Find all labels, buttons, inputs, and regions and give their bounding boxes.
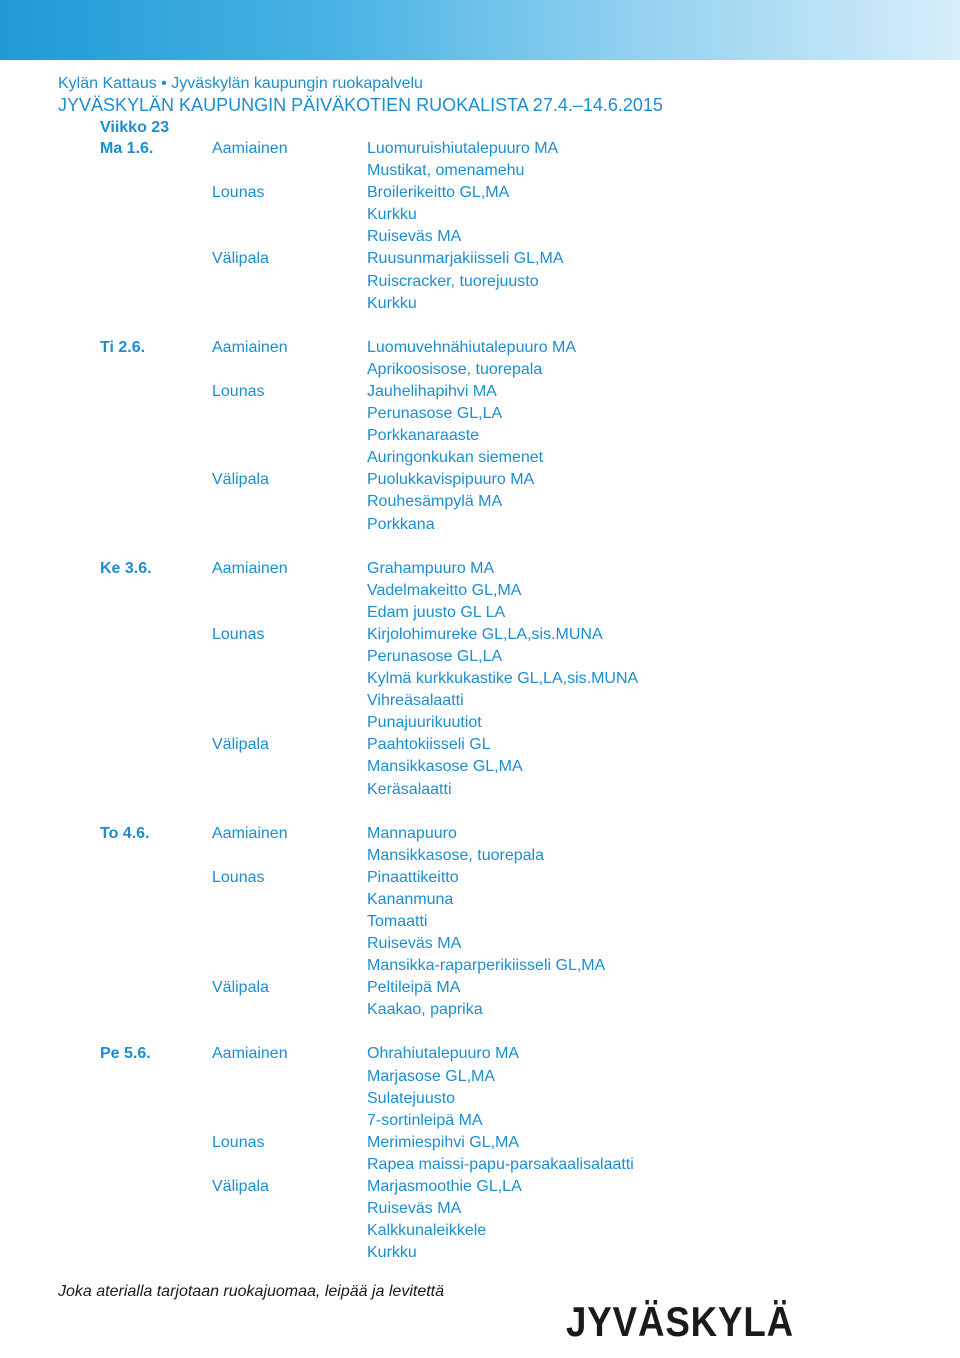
menu-row (100, 779, 920, 801)
menu-row (100, 1110, 920, 1132)
meal-name: Lounas (212, 1133, 265, 1151)
menu-row (100, 425, 920, 447)
menu-item: Marjasmoothie GL,LA (367, 1178, 522, 1196)
menu-item: Ruiseväs MA (367, 228, 462, 246)
meal-name: Lounas (212, 382, 265, 400)
menu-item: Kurkku (367, 294, 417, 312)
menu-row (100, 1154, 920, 1176)
meal-name: Lounas (212, 184, 265, 202)
menu-item: Kylmä kurkkukastike GL,LA,sis.MUNA (367, 670, 639, 688)
menu-item: Kirjolohimureke GL,LA,sis.MUNA (367, 625, 603, 643)
menu-item: Jauhelihapihvi MA (367, 382, 497, 400)
menu-item: Broilerikeitto GL,MA (367, 184, 510, 202)
menu-row (100, 977, 920, 999)
menu-row (100, 1242, 920, 1264)
menu-item: Edam juusto GL LA (367, 603, 506, 621)
meal-name: Aamiainen (212, 338, 288, 356)
menu-item: Ohrahiutalepuuro MA (367, 1045, 520, 1063)
menu-item: Vadelmakeitto GL,MA (367, 581, 522, 599)
meal-name: Aamiainen (212, 559, 288, 577)
menu-row (100, 226, 920, 248)
menu-row (100, 823, 920, 845)
menu-row (100, 712, 920, 734)
menu-row (100, 337, 920, 359)
menu-item: Tomaatti (367, 913, 428, 930)
menu-row (100, 1066, 920, 1088)
meal-name: Välipala (212, 979, 269, 997)
menu-row (100, 690, 920, 712)
menu-item: Pinaattikeitto (367, 868, 459, 886)
menu-item: Rapea maissi-papu-parsakaalisalaatti (367, 1155, 634, 1173)
menu-row (100, 999, 920, 1021)
menu-item: Aprikoosisose, tuorepala (367, 360, 543, 378)
day-label: Ti 2.6. (100, 338, 146, 356)
menu-row (100, 933, 920, 955)
organization-line: Kylän Kattaus • Jyväskylän kaupungin ruokapalvelu (58, 75, 423, 92)
menu-item: Sulatejuusto (367, 1089, 456, 1107)
menu-item: Puolukkavispipuuro MA (367, 471, 535, 489)
menu-row (100, 602, 920, 624)
menu-row (100, 381, 920, 403)
menu-row (100, 514, 920, 536)
menu-item: Vihreäsalaatti (367, 692, 464, 710)
menu-row (100, 1176, 920, 1198)
day-block (100, 558, 920, 801)
menu-item: Porkkanaraaste (367, 427, 480, 445)
day-block (100, 823, 920, 1022)
menu-item: Porkkana (367, 515, 435, 533)
week-label: Viikko 23 (100, 119, 170, 136)
menu-item: Perunasose GL,LA (367, 647, 503, 665)
menu-item: Mansikkasose, tuorepala (367, 846, 544, 864)
menu-row (100, 756, 920, 778)
logo-text: JYVÄSKYLÄ (566, 1298, 794, 1345)
menu-row (100, 1132, 920, 1154)
menu-item: Grahampuuro MA (367, 559, 495, 577)
menu-item: Kalkkunaleikkele (367, 1222, 487, 1240)
menu-row (100, 845, 920, 867)
menu-item: Ruiseväs MA (367, 1200, 462, 1218)
day-label: To 4.6. (100, 824, 150, 842)
menu-item: Mannapuuro (367, 824, 457, 842)
menu-row (100, 248, 920, 270)
menu-item: Kurkku (367, 1244, 417, 1262)
day-label: Pe 5.6. (100, 1045, 151, 1063)
menu-row (100, 491, 920, 513)
menu-row (100, 271, 920, 293)
meal-name: Välipala (212, 736, 269, 754)
footer-note: Joka aterialla tarjotaan ruokajuomaa, leipää ja levitettä (58, 1283, 445, 1300)
menu-item: Punajuurikuutiot (367, 714, 482, 732)
menu-row (100, 1088, 920, 1110)
menu-item: Mustikat, omenamehu (367, 162, 525, 180)
menu-row (100, 403, 920, 425)
menu-row (100, 204, 920, 226)
day-label: Ke 3.6. (100, 559, 152, 577)
day-block (100, 138, 920, 315)
menu-row (100, 624, 920, 646)
meal-name: Lounas (212, 868, 265, 886)
menu-item: Marjasose GL,MA (367, 1067, 496, 1085)
meal-name: Välipala (212, 471, 269, 489)
menu-item: Ruiscracker, tuorejuusto (367, 272, 539, 290)
menu-item: Auringonkukan siemenet (367, 449, 544, 467)
day-block (100, 1043, 920, 1264)
meal-name: Aamiainen (212, 824, 288, 842)
top-color-band (0, 0, 960, 60)
menu-item: Rouhesämpylä MA (367, 493, 503, 511)
meal-name: Lounas (212, 625, 265, 643)
day-block (100, 337, 920, 536)
menu-item: Keräsalaatti (367, 780, 452, 798)
menu-item: Mansikka-raparperikiisseli GL,MA (367, 957, 606, 975)
menu-item: Kaakao, paprika (367, 1001, 483, 1019)
menu-row (100, 911, 920, 933)
jyvaskyla-logo (566, 1298, 796, 1345)
meal-name: Välipala (212, 1178, 269, 1196)
menu-item: Mansikkasose GL,MA (367, 758, 523, 776)
menu-row (100, 293, 920, 315)
menu-row (100, 558, 920, 580)
menu-item: Perunasose GL,LA (367, 405, 503, 423)
menu-row (100, 1220, 920, 1242)
menu-row (100, 1198, 920, 1220)
menu-item: Peltileipä MA (367, 979, 461, 997)
menu-row (100, 359, 920, 381)
menu-item: Luomuvehnähiutalepuuro MA (367, 338, 577, 356)
meal-name: Aamiainen (212, 1045, 288, 1063)
menu-row (100, 646, 920, 668)
menu-item: Paahtokiisseli GL (367, 736, 491, 754)
menu-row (100, 734, 920, 756)
menu-row (100, 138, 920, 160)
menu-days (100, 138, 920, 1286)
menu-item: Kananmuna (367, 890, 454, 908)
menu-row (100, 889, 920, 911)
menu-item: Kurkku (367, 206, 417, 224)
menu-row (100, 1043, 920, 1065)
menu-row (100, 668, 920, 690)
menu-item: Luomuruishiutalepuuro MA (367, 140, 559, 157)
menu-item: Ruiseväs MA (367, 935, 462, 953)
menu-row (100, 447, 920, 469)
menu-row (100, 469, 920, 491)
menu-item: Merimiespihvi GL,MA (367, 1133, 520, 1151)
menu-title: JYVÄSKYLÄN KAUPUNGIN PÄIVÄKOTIEN RUOKALISTA 27.4.–14.6.2015 (58, 95, 663, 115)
menu-item: Ruusunmarjakiisseli GL,MA (367, 250, 564, 268)
day-label: Ma 1.6. (100, 140, 154, 157)
meal-name: Välipala (212, 250, 269, 268)
menu-row (100, 182, 920, 204)
menu-row (100, 580, 920, 602)
menu-row (100, 867, 920, 889)
meal-name: Aamiainen (212, 140, 288, 157)
menu-item: 7-sortinleipä MA (367, 1111, 483, 1129)
menu-row (100, 955, 920, 977)
menu-row (100, 160, 920, 182)
